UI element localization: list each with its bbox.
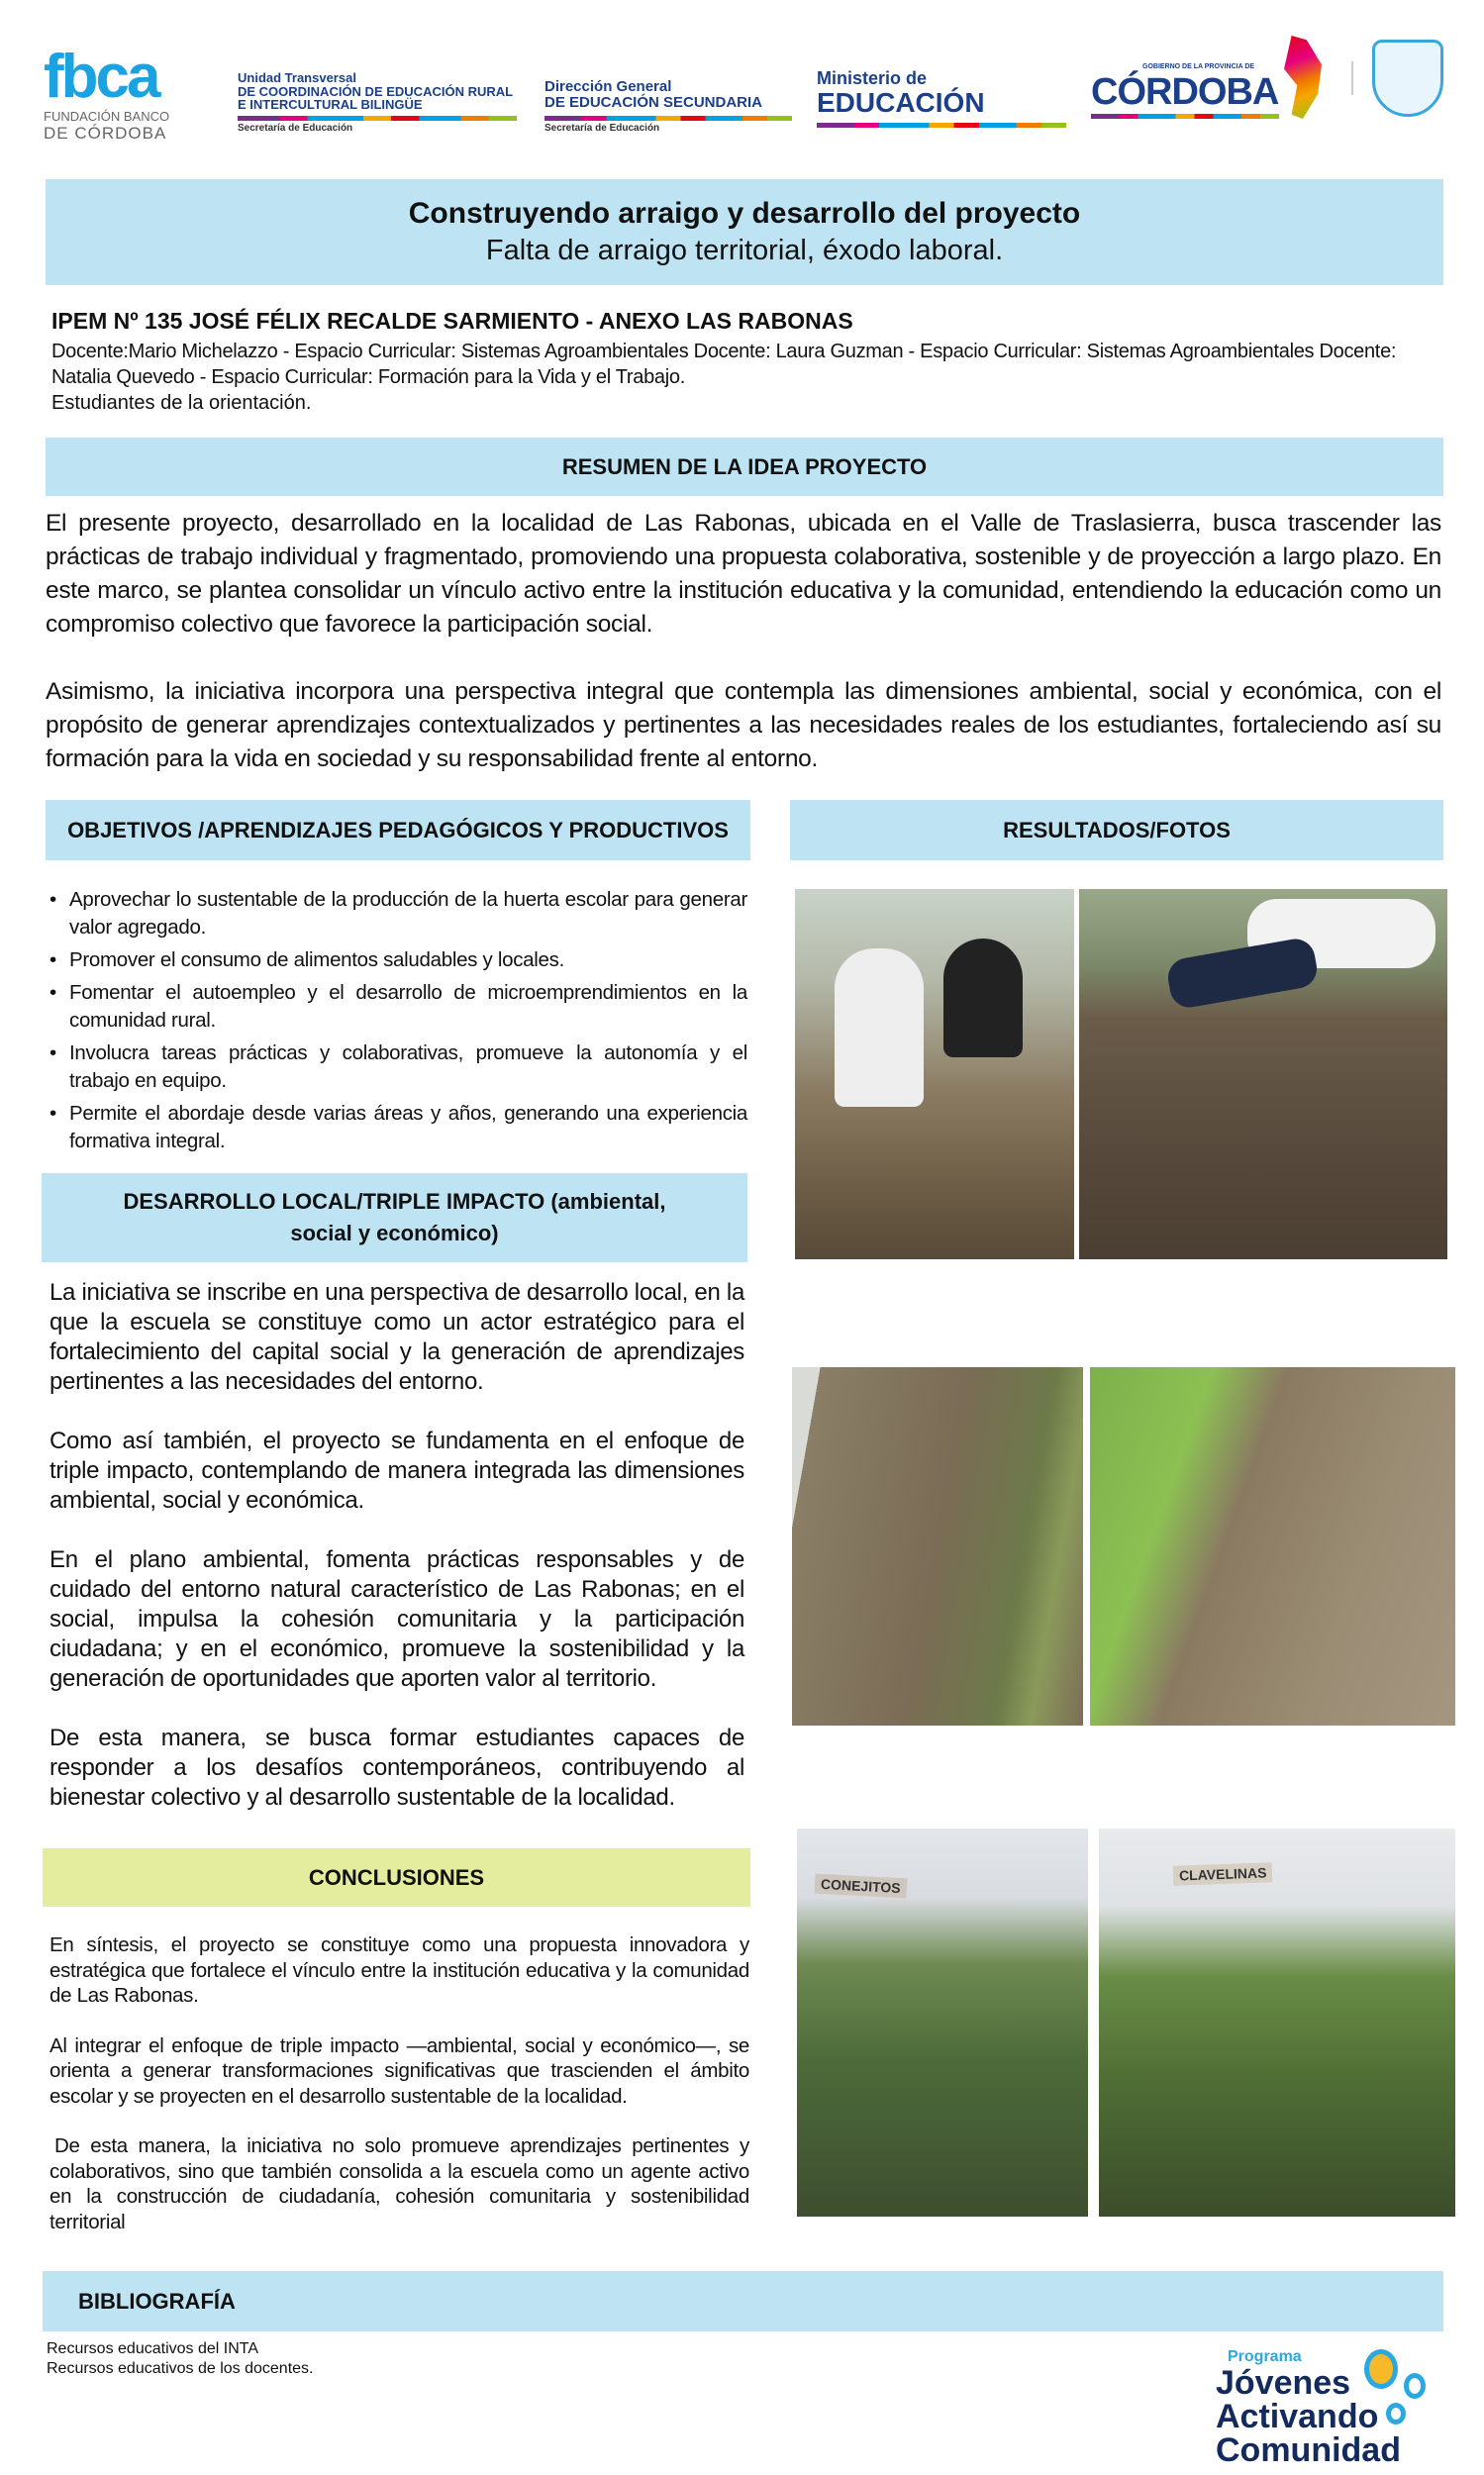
ministerio-line1: Ministerio de [817, 68, 928, 88]
conclusiones-p: Al integrar el enfoque de triple impacto —ambiental, social y económico—, se orienta a generar transformaciones significativas que trascienden el ámbito escolar y se proyecten en el desarrollo sustentable de la localidad. [49, 2033, 749, 2108]
circle-icon [1386, 2403, 1406, 2425]
sign-conejitos: CONEJITOS [815, 1874, 908, 1899]
desarrollo-p: Como así también, el proyecto se fundamenta en el enfoque de triple impacto, contemplando de manera integrada las dimensiones ambiental, social y económica. [49, 1428, 744, 1514]
jovenes-line1: Jóvenes [1216, 2364, 1351, 2402]
two-column-block [46, 800, 1443, 2259]
divider [1351, 61, 1353, 95]
resumen-heading: RESUMEN DE LA IDEA PROYECTO [46, 438, 1443, 496]
jovenes-line2: Activando [1216, 2398, 1379, 2435]
color-stripe [238, 116, 517, 121]
resumen-p2: Asimismo, la iniciativa incorpora una perspectiva integral que contempla las dimensiones ambiental, social y económica, con el propósito de generar aprendizajes contextualizados y pertinentes a las necesidades reales de los estudiantes, fortaleciendo así su formación para la vida en sociedad y su responsabilidad frente al entorno. [46, 678, 1441, 772]
fbc-line2: DE CÓRDOBA [44, 123, 167, 143]
objetivos-list [48, 886, 747, 1155]
bibliografia-title: BIBLIOGRAFÍA [78, 2288, 236, 2314]
unidad-line1: Unidad Transversal [238, 70, 356, 85]
conclusiones-p: De esta manera, la iniciativa no solo promueve aprendizajes pertinentes y colaborativos, sino que también consolida a la escuela como un agente activo en la construcción de ciudadanía, cohesión comunitaria y sostenibilidad territorial [49, 2134, 749, 2233]
jovenes-line0: Programa [1228, 2348, 1302, 2365]
color-stripe [817, 123, 1066, 128]
photo-students-planting [795, 889, 1074, 1259]
coat-of-arms-icon [1372, 40, 1443, 117]
title-box [46, 179, 1443, 285]
student-figure [943, 939, 1023, 1057]
photo-clavelinas-seedlings [1099, 1829, 1455, 2217]
student-figure [1165, 936, 1320, 1010]
desarrollo-text [49, 1278, 744, 1813]
student-figure [835, 948, 924, 1107]
resumen-p1: El presente proyecto, desarrollado en la localidad de Las Rabonas, ubicada en el Valle de Traslasierra, busca trascender las prácticas de trabajo individual y fragmentado, promoviendo una propuesta colaborativa, sostenible y de proyección a largo plazo. En este marco, se plantea consolidar un vínculo activo entre la institución educativa y la comunidad, entendiendo la educación como un compromiso colectivo que favorece la participación social. [46, 510, 1441, 638]
jovenes-line3: Comunidad [1216, 2431, 1401, 2469]
desarrollo-p: De esta manera, se busca formar estudiantes capaces de responder a los desafíos contemporáneos, contribuyendo al bienestar colectivo y al desarrollo sustentable de la localidad. [49, 1725, 744, 1811]
left-column [46, 800, 750, 2234]
unidad-line3: E INTERCULTURAL BILINGÜE [238, 97, 423, 113]
ministerio-logo [817, 69, 1066, 128]
photo-greenhouse-rows [792, 1367, 1083, 1726]
cordoba-logo [1091, 36, 1329, 119]
teachers-text: Docente:Mario Michelazzo - Espacio Curricular: Sistemas Agroambientales Docente: Laura Guzman - Espacio Curricular: Sistemas Agroambientales Docente: Natalia Quevedo - Espacio Curricular: Formación para la Vida y el Trabajo. [51, 341, 1397, 388]
jovenes-logo [1216, 2347, 1445, 2467]
page-subtitle: Falta de arraigo territorial, éxodo laboral. [485, 235, 1004, 266]
lightbulb-icon [1364, 2349, 1398, 2389]
unidad-sub: Secretaría de Educación [238, 122, 353, 134]
objetivos-heading: OBJETIVOS /APRENDIZAJES PEDAGÓGICOS Y PRODUCTIVOS [46, 800, 750, 860]
color-stripe [544, 116, 792, 121]
cordoba-map-icon [1284, 36, 1322, 119]
conclusiones-heading: CONCLUSIONES [43, 1848, 750, 1907]
bibliografia-list [47, 2339, 313, 2379]
list-item: • Fomentar el autoempleo y el desarrollo de microemprendimientos en la comunidad rural. [48, 979, 747, 1035]
photo-student-sowing [1079, 889, 1447, 1259]
fbc-mark: fbca [44, 43, 158, 111]
color-stripe [1091, 114, 1279, 119]
desarrollo-p: En el plano ambiental, fomenta prácticas responsables y de cuidado del entorno natural característico de Las Rabonas; en el social, impulsa la cohesión comunitaria y la participación ciudadana; y en el económico, promueve la sostenibilidad y la generación de oportunidades que aporten valor al territorio. [49, 1546, 744, 1692]
bibliografia-heading [43, 2271, 1443, 2331]
school-block [46, 285, 1412, 416]
bibliografia-row [46, 2331, 1443, 2469]
desarrollo-p: La iniciativa se inscribe en una perspectiva de desarrollo local, en la que la escuela se constituye como un actor estratégico para el fortalecimiento del capital social y la generación de aprendizajes pertinentes a las necesidades del entorno. [49, 1279, 744, 1395]
cordoba-big: CÓRDOBA [1091, 71, 1279, 113]
circle-icon [1404, 2373, 1426, 2399]
unidad-logo [238, 71, 517, 134]
reference-item: Recursos educativos de los docentes. [47, 2360, 314, 2377]
page-title: Construyendo arraigo y desarrollo del proyecto [408, 197, 1081, 230]
list-item: • Promover el consumo de alimentos saludables y locales. [48, 946, 747, 974]
fbc-logo [44, 43, 192, 144]
list-item: • Permite el abordaje desde varias áreas y años, generando una experiencia formativa integral. [48, 1100, 747, 1155]
direccion-line2: DE EDUCACIÓN SECUNDARIA [544, 93, 763, 111]
ministerio-line2: EDUCACIÓN [817, 86, 985, 118]
list-item: • Involucra tareas prácticas y colaborativas, promueve la autonomía y el trabajo en equipo. [48, 1040, 747, 1095]
unidad-line2: DE COORDINACIÓN DE EDUCACIÓN RURAL [238, 83, 514, 99]
direccion-logo [544, 79, 792, 134]
list-item: • Aprovechar lo sustentable de la producción de la huerta escolar para generar valor agregado. [48, 886, 747, 941]
photo-lettuce-beds [1090, 1367, 1455, 1726]
desarrollo-heading: DESARROLLO LOCAL/TRIPLE IMPACTO (ambiental, social y económico) [42, 1173, 747, 1262]
resultados-heading: RESULTADOS/FOTOS [790, 800, 1443, 860]
conclusiones-text [49, 1932, 749, 2234]
direccion-sub: Secretaría de Educación [544, 122, 660, 134]
conclusiones-p: En síntesis, el proyecto se constituye como una propuesta innovadora y estratégica que fortalece el vínculo entre la institución educativa y la comunidad de Las Rabonas. [49, 1933, 749, 2007]
students-text: Estudiantes de la orientación. [51, 392, 312, 414]
fbc-line1: FUNDACIÓN BANCO [44, 108, 170, 124]
sign-clavelinas: CLAVELINAS [1173, 1862, 1273, 1885]
photo-conejitos-seedlings [797, 1829, 1088, 2217]
direccion-line1: Dirección General [544, 78, 672, 95]
cordoba-small: GOBIERNO DE LA PROVINCIA DE [1142, 63, 1255, 70]
school-name: IPEM Nº 135 JOSÉ FÉLIX RECALDE SARMIENTO - ANEXO LAS RABONAS [51, 308, 853, 334]
reference-item: Recursos educativos del INTA [47, 2340, 259, 2357]
